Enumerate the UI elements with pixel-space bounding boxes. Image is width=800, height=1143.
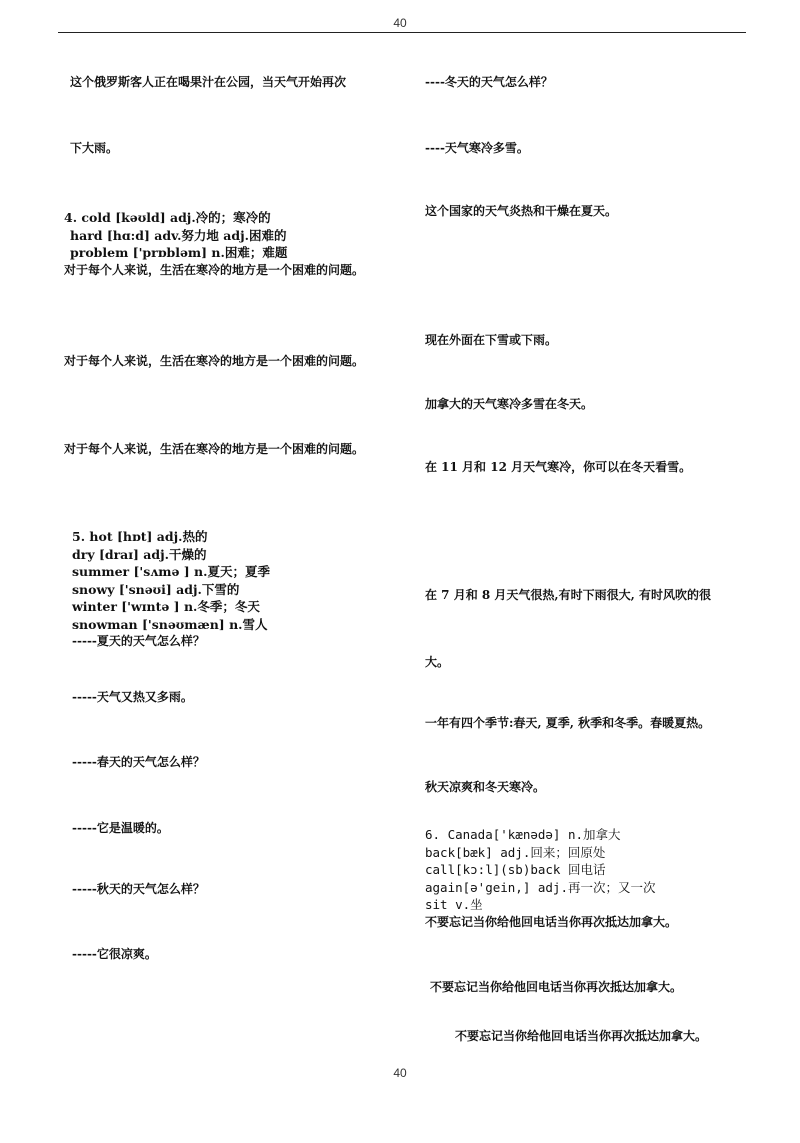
right-line-7: 在 7 月和 8 月天气很热,有时下雨很大, 有时风吹的很 (425, 588, 711, 602)
vocab-5-line-2: dry [draɪ] adj.干燥的 (72, 546, 207, 562)
vocab-block-5 (64, 528, 270, 651)
vocab-4-line-1: 4. cold [kəʊld] adj.冷的；寒冷的 (64, 210, 271, 225)
vocab-6-line-2: back[bæk] adj.回来；回原处 (425, 844, 606, 860)
right-line-3: 这个国家的天气炎热和干燥在夏天。 (425, 204, 618, 218)
vocab-6-line-6: 不要忘记当你给他回电话当你再次抵达加拿大。 (425, 914, 678, 929)
vocab-4-line-3: problem ['prɒbləm] n.困难；难题 (70, 245, 288, 260)
right-line-10: 秋天凉爽和冬天寒冷。 (425, 780, 546, 794)
vocab-5-line-6: snowman ['snəʊmæn] n.雪人 (72, 616, 268, 632)
vocab-5-line-7: -----夏天的天气怎么样？ (72, 634, 205, 648)
vocab-5-line-5: winter ['wɪntə ] n.冬季；冬天 (72, 599, 260, 614)
right-line-6: 在 11 月和 12 月天气寒冷，你可以在冬天看雪。 (425, 460, 692, 474)
page-number-bottom: 40 (393, 1066, 407, 1080)
vocab-5-line-1: 5. hot [hɒt] adj.热的 (72, 529, 208, 544)
vocab-block-4 (64, 209, 364, 279)
vocab-5-line-3: summer ['sʌmə ] n.夏天；夏季 (72, 564, 270, 579)
left-line-2: 下大雨。 (70, 141, 119, 155)
vocab-6-line-4: again[ə'gein,] adj.再一次；又一次 (425, 879, 656, 895)
right-line-2: ----天气寒冷多雪。 (425, 141, 529, 155)
left-line-4: 对于每个人来说，生活在寒冷的地方是一个困难的问题。 (64, 442, 365, 456)
vocab-6-line-3: call[kɔ:l](sb)back 回电话 (425, 862, 606, 877)
left-line-3: 对于每个人来说，生活在寒冷的地方是一个困难的问题。 (64, 354, 365, 368)
vocab-5-line-4: snowy ['snəʊi] adj.下雪的 (72, 581, 240, 597)
right-line-11: 不要忘记当你给他回电话当你再次抵达加拿大。 (430, 980, 683, 994)
left-dialog-2: -----春天的天气怎么样？ (72, 755, 205, 769)
right-line-1: ----冬天的天气怎么样？ (425, 75, 553, 89)
left-dialog-3: -----它是温暖的。 (72, 821, 169, 835)
right-line-4: 现在外面在下雪或下雨。 (425, 333, 558, 347)
left-dialog-4: -----秋天的天气怎么样？ (72, 882, 205, 896)
left-dialog-1: -----天气又热又多雨。 (72, 690, 193, 704)
vocab-4-line-2: hard [hɑ:d] adv.努力地 adj.困难的 (70, 227, 287, 243)
vocab-6-line-1: 6. Canada['kænədə] n.加拿大 (425, 827, 621, 842)
header-rule (58, 32, 746, 33)
left-dialog-5: -----它很凉爽。 (72, 947, 157, 961)
right-line-8: 大。 (425, 655, 450, 669)
right-line-5: 加拿大的天气寒冷多雪在冬天。 (425, 397, 594, 411)
vocab-block-6 (425, 826, 677, 931)
vocab-6-line-5: sit v.坐 (425, 897, 483, 912)
vocab-4-line-4: 对于每个人来说，生活在寒冷的地方是一个困难的问题。 (64, 262, 365, 277)
page-number-top: 40 (393, 16, 407, 30)
right-line-12: 不要忘记当你给他回电话当你再次抵达加拿大。 (455, 1029, 708, 1043)
left-line-1: 这个俄罗斯客人正在喝果汁在公园，当天气开始再次 (70, 75, 347, 89)
right-line-9: 一年有四个季节:春天, 夏季, 秋季和冬季。春暖夏热。 (425, 716, 711, 730)
